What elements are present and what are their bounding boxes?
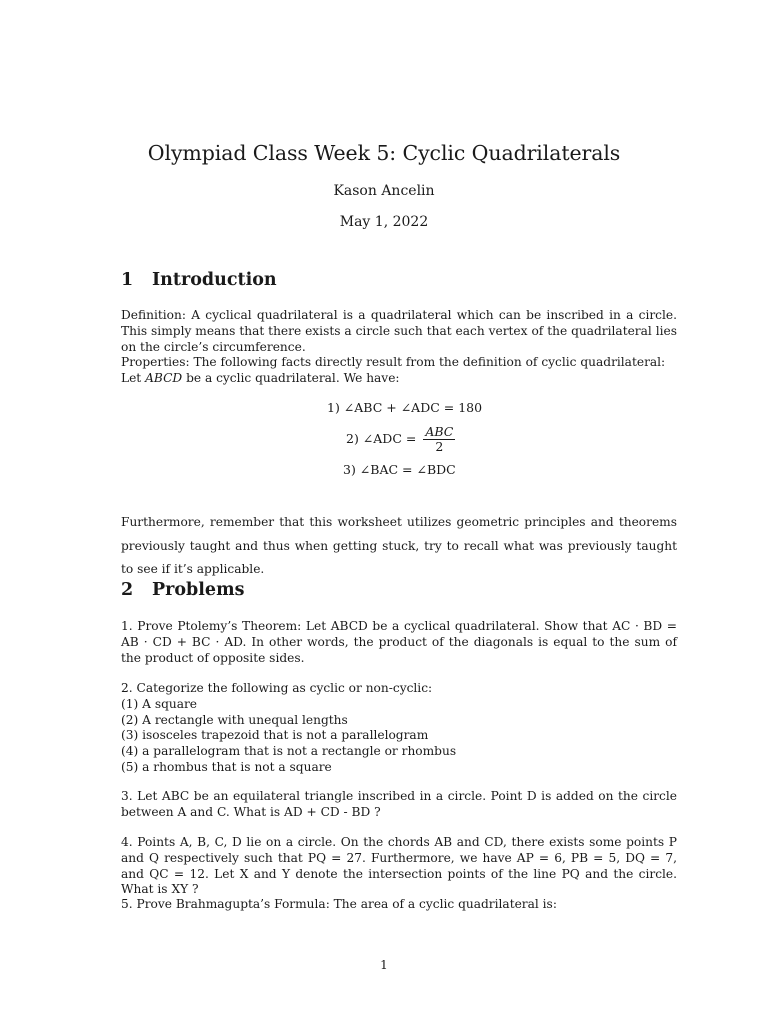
furthermore-text	[121, 511, 677, 582]
problem-1-text: 1. Prove Ptolemy’s Theorem: Let ABCD be a cyclical quadrilateral. Show that AC · BD = AB · CD + BC · AD. In other words, the product of the diagonals is equal to the sum of the product of opposite sides.	[121, 619, 677, 665]
problem-5	[121, 897, 677, 913]
document-title: Olympiad Class Week 5: Cyclic Quadrilaterals	[147, 141, 621, 165]
section-heading-problems	[121, 580, 244, 600]
section-number: 1	[121, 270, 134, 290]
problem-2-option: (5) a rhombus that is not a square	[121, 759, 332, 774]
section-number: 2	[121, 580, 134, 600]
problem-2-option: (2) A rectangle with unequal lengths	[121, 712, 348, 727]
properties-line: Properties: The following facts directly result from the definition of cyclic quadrilateral:	[121, 355, 666, 370]
author-name: Kason Ancelin	[333, 183, 435, 199]
problem-1	[121, 619, 677, 666]
property-equation-1: 1) ∠ABC + ∠ADC = 180	[327, 400, 483, 415]
problem-4	[121, 835, 677, 898]
property-equation-3: 3) ∠BAC = ∠BDC	[343, 462, 456, 477]
problem-5-text: 5. Prove Brahmagupta’s Formula: The area of a cyclic quadrilateral is:	[121, 897, 557, 911]
fraction-denominator: 2	[435, 439, 444, 454]
let-prefix: Let	[121, 371, 142, 386]
introduction-text	[121, 308, 677, 387]
section-title: Introduction	[152, 270, 277, 290]
furthermore-paragraph: Furthermore, remember that this worksheet utilizes geometric principles and theorems previously taught and thus when getting stuck, try to recall what was previously taught to see if it’s applicable.	[121, 515, 677, 577]
property-equation-2	[346, 425, 455, 454]
problem-2-option: (1) A square	[121, 696, 198, 711]
let-suffix: be a cyclic quadrilateral. We have:	[186, 371, 400, 386]
let-line	[121, 371, 677, 387]
fraction	[423, 425, 455, 454]
problem-2-option: (3) isosceles trapezoid that is not a parallelogram	[121, 728, 429, 743]
problem-2-option: (4) a parallelogram that is not a rectangle or rhombus	[121, 744, 457, 759]
problem-3	[121, 789, 677, 821]
equation-2-left: 2) ∠ADC =	[346, 431, 417, 446]
problem-2	[121, 681, 677, 776]
problem-2-intro: 2. Categorize the following as cyclic or non-cyclic:	[121, 681, 433, 695]
fraction-numerator: ABC	[425, 424, 454, 439]
definition-paragraph: Definition: A cyclical quadrilateral is a quadrilateral which can be inscribed in a circle. This simply means that there exists a circle such that each vertex of the quadrilateral lies on the circle’s circumference.	[121, 308, 677, 354]
document-date: May 1, 2022	[339, 214, 429, 230]
quadrilateral-variable: ABCD	[145, 371, 183, 386]
page-number: 1	[380, 958, 388, 972]
problem-4-text: 4. Points A, B, C, D lie on a circle. On the chords AB and CD, there exists some points P and Q respectively such that PQ = 27. Furthermore, we have AP = 6, PB = 5, DQ = 7, and QC = 12. Let X and Y denote the intersection points of the line PQ and the circle. What is XY ?	[121, 835, 677, 897]
section-title: Problems	[152, 580, 245, 600]
problem-3-text: 3. Let ABC be an equilateral triangle inscribed in a circle. Point D is added on the circle between A and C. What is AD + CD - BD ?	[121, 789, 677, 819]
section-heading-introduction	[121, 270, 277, 290]
